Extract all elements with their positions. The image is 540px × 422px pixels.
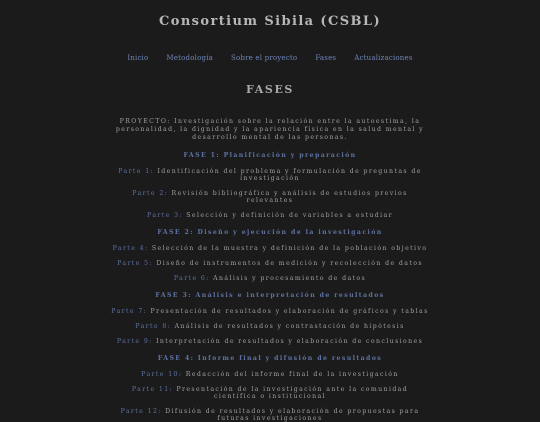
part-text: Revisión bibliográfica y análisis de estudios previos relevantes [171, 190, 408, 204]
nav-link-inicio[interactable]: Inicio [127, 54, 149, 62]
phase-part [110, 308, 430, 315]
phase-heading: FASE 2: Diseño y ejecución de la investigación [157, 229, 383, 236]
part-tag: Parte 7: [111, 308, 148, 315]
part-tag: Parte 11: [131, 386, 174, 393]
nav-link-sobre-el-proyecto[interactable]: Sobre el proyecto [231, 54, 298, 62]
part-text: Selección y definición de variables a estudiar [186, 212, 393, 219]
part-text: Identificación del problema y formulación de preguntas de investigación [157, 168, 422, 182]
nav-link-metodologia[interactable]: Metodología [166, 54, 214, 62]
part-tag: Parte 9: [116, 338, 153, 345]
main-nav [0, 54, 540, 66]
part-text: Difusión de resultados y elaboración de propuestas para futuras investigaciones [165, 408, 420, 422]
part-text: Diseño de instrumentos de medición y recolección de datos [156, 260, 423, 267]
project-intro: PROYECTO: Investigación sobre la relación entre la autoestima, la personalidad, la dignidad y la apariencia física en la salud mental y desarrollo mental de las personas. [115, 118, 425, 141]
nav-link-actualizaciones[interactable]: Actualizaciones [354, 54, 413, 62]
nav-link-fases[interactable]: Fases [315, 54, 337, 62]
phase-part [110, 212, 430, 219]
part-tag: Parte 3: [147, 212, 183, 219]
phase-part [110, 190, 430, 204]
phase-part [110, 371, 430, 378]
part-tag: Parte 6: [173, 275, 210, 282]
part-text: Análisis de resultados y contrastación de hipótesis [174, 323, 405, 330]
part-text: Selección de la muestra y definición de la población objetivo [151, 245, 428, 252]
part-tag: Parte 12: [120, 408, 162, 415]
phase-part [110, 260, 430, 267]
part-text: Interpretación de resultados y elaboración de conclusiones [156, 338, 424, 345]
part-tag: Parte 4: [112, 245, 149, 252]
part-text: Presentación de resultados y elaboración de gráficos y tablas [150, 308, 429, 315]
phase-part [110, 245, 430, 252]
phase-part [110, 386, 430, 400]
phase-part [110, 275, 430, 282]
phase-heading: FASE 3: Análisis e interpretación de resultados [155, 292, 385, 299]
part-tag: Parte 8: [135, 323, 172, 330]
phase-heading: FASE 1: Planificación y preparación [183, 152, 357, 159]
part-text: Redacción del informe final de la investigación [185, 371, 399, 378]
phase-part [110, 323, 430, 330]
phase-part [110, 408, 430, 422]
part-text: Análisis y procesamiento de datos [213, 275, 367, 282]
phase-part [110, 338, 430, 345]
part-tag: Parte 1: [118, 168, 155, 175]
phase-part [110, 168, 430, 182]
part-tag: Parte 2: [132, 190, 169, 197]
phase-heading: FASE 4: Informe final y difusión de resultados [157, 355, 383, 362]
part-tag: Parte 5: [117, 260, 153, 267]
site-title: Consortium Sibila (CSBL) [159, 14, 381, 29]
part-tag: Parte 10: [141, 371, 183, 378]
phases-content [110, 113, 430, 422]
page-title: FASES [246, 83, 294, 96]
part-text: Presentación de la investigación ante la comunidad científica o institucional [176, 386, 409, 400]
